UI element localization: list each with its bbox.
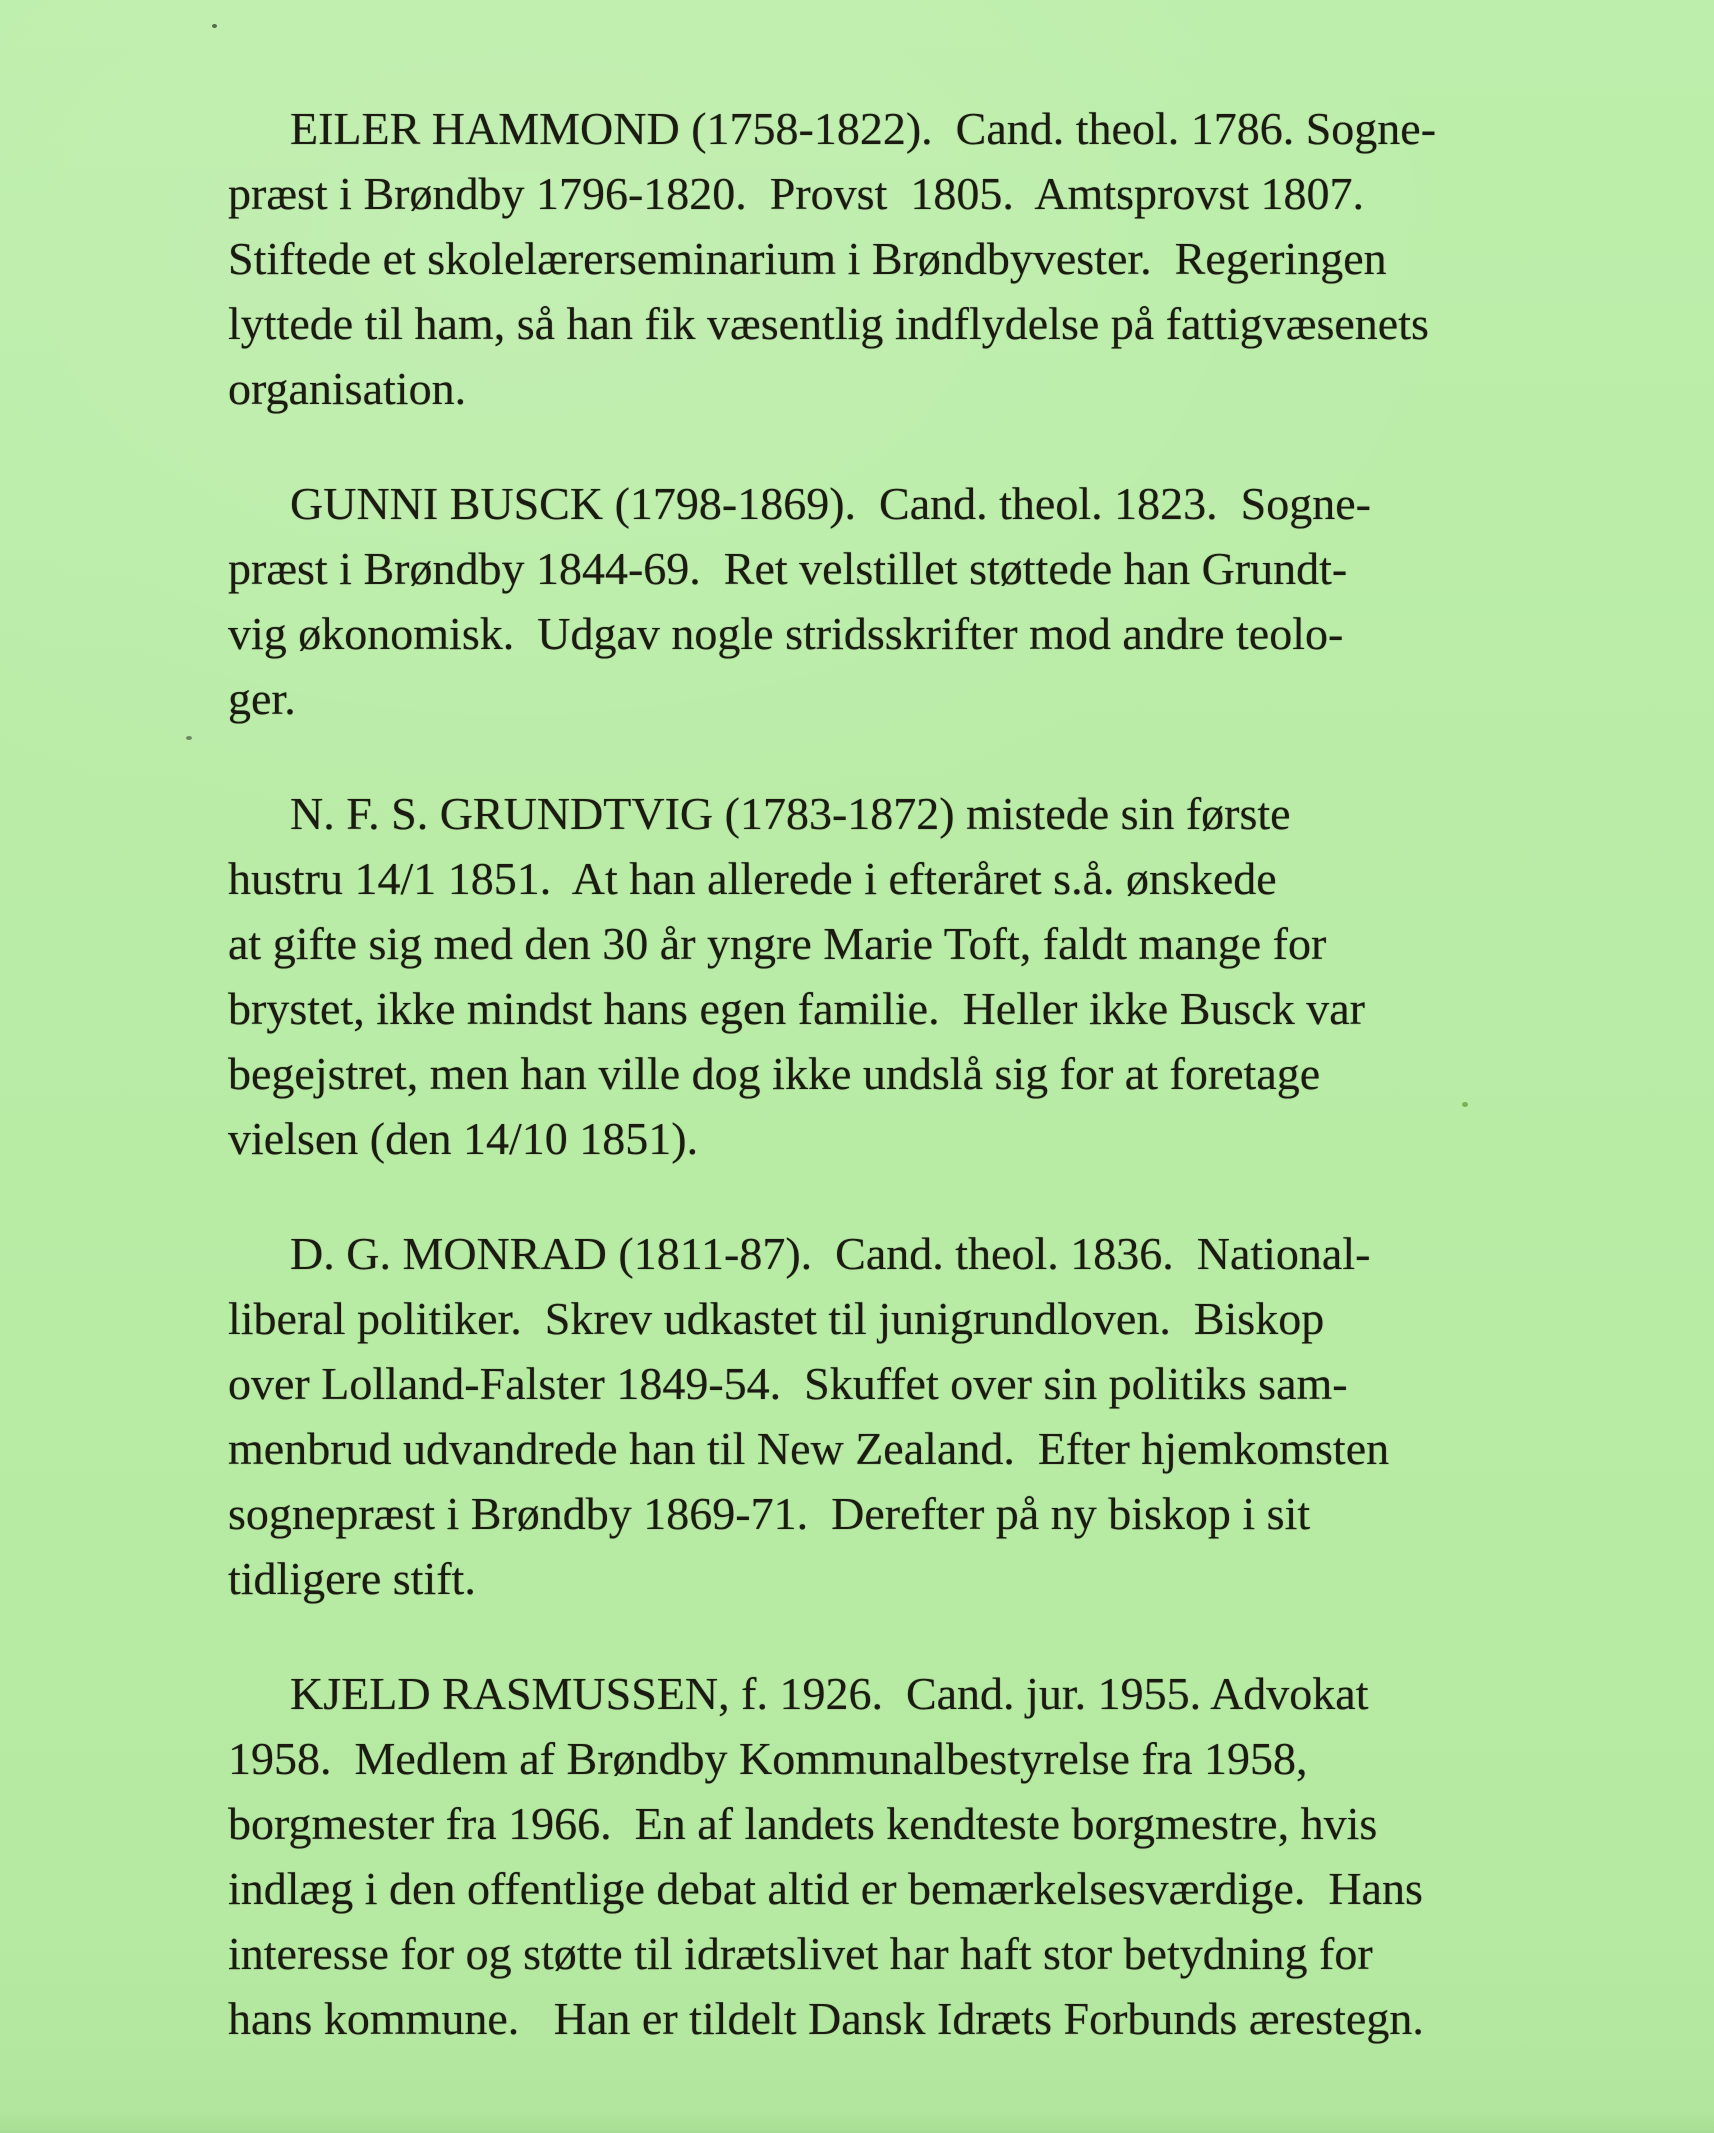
text-line: borgmester fra 1966. En af landets kendteste borgmestre, hvis xyxy=(228,1798,1378,1849)
text-line: N. F. S. GRUNDTVIG (1783-1872) mistede sin første xyxy=(290,788,1291,839)
paragraph-grundtvig xyxy=(228,781,1594,1171)
text-line: vig økonomisk. Udgav nogle stridsskrifter mod andre teolo- xyxy=(228,608,1344,659)
text-line: EILER HAMMOND (1758-1822). Cand. theol. 1786. Sogne- xyxy=(290,103,1437,154)
document-text-block xyxy=(228,96,1594,2101)
text-line: præst i Brøndby 1844-69. Ret velstillet støttede han Grundt- xyxy=(228,543,1348,594)
text-line: hustru 14/1 1851. At han allerede i efteråret s.å. ønskede xyxy=(228,853,1277,904)
text-line: indlæg i den offentlige debat altid er bemærkelsesværdige. Hans xyxy=(228,1863,1423,1914)
text-line: KJELD RASMUSSEN, f. 1926. Cand. jur. 1955. Advokat xyxy=(290,1668,1369,1719)
text-line: interesse for og støtte til idrætslivet har haft stor betydning for xyxy=(228,1928,1373,1979)
scan-speck xyxy=(212,24,217,28)
paragraph-eiler-hammond xyxy=(228,96,1594,421)
text-line: sognepræst i Brøndby 1869-71. Derefter på ny biskop i sit xyxy=(228,1488,1311,1539)
text-line: præst i Brøndby 1796-1820. Provst 1805. Amtsprovst 1807. xyxy=(228,168,1365,219)
text-line: vielsen (den 14/10 1851). xyxy=(228,1113,699,1164)
text-line: over Lolland-Falster 1849-54. Skuffet over sin politiks sam- xyxy=(228,1358,1348,1409)
text-line: GUNNI BUSCK (1798-1869). Cand. theol. 1823. Sogne- xyxy=(290,478,1371,529)
text-line: tidligere stift. xyxy=(228,1553,476,1604)
text-line: Stiftede et skolelærerseminarium i Brøndbyvester. Regeringen xyxy=(228,233,1387,284)
text-line: menbrud udvandrede han til New Zealand. Efter hjemkomsten xyxy=(228,1423,1390,1474)
text-line: organisation. xyxy=(228,363,467,414)
text-line: begejstret, men han ville dog ikke undslå sig for at foretage xyxy=(228,1048,1321,1099)
paragraph-kjeld-rasmussen xyxy=(228,1661,1594,2051)
text-line: hans kommune. Han er tildelt Dansk Idræts Forbunds ærestegn. xyxy=(228,1993,1424,2044)
text-line: lyttede til ham, så han fik væsentlig indflydelse på fattigvæsenets xyxy=(228,298,1429,349)
text-line: 1958. Medlem af Brøndby Kommunalbestyrelse fra 1958, xyxy=(228,1733,1308,1784)
text-line: ger. xyxy=(228,673,296,724)
text-line: brystet, ikke mindst hans egen familie. Heller ikke Busck var xyxy=(228,983,1365,1034)
text-line: D. G. MONRAD (1811-87). Cand. theol. 1836. National- xyxy=(290,1228,1371,1279)
scan-speck xyxy=(186,736,192,740)
paragraph-monrad xyxy=(228,1221,1594,1611)
text-line: liberal politiker. Skrev udkastet til junigrundloven. Biskop xyxy=(228,1293,1325,1344)
text-line: at gifte sig med den 30 år yngre Marie Toft, faldt mange for xyxy=(228,918,1327,969)
paragraph-gunni-busck xyxy=(228,471,1594,731)
